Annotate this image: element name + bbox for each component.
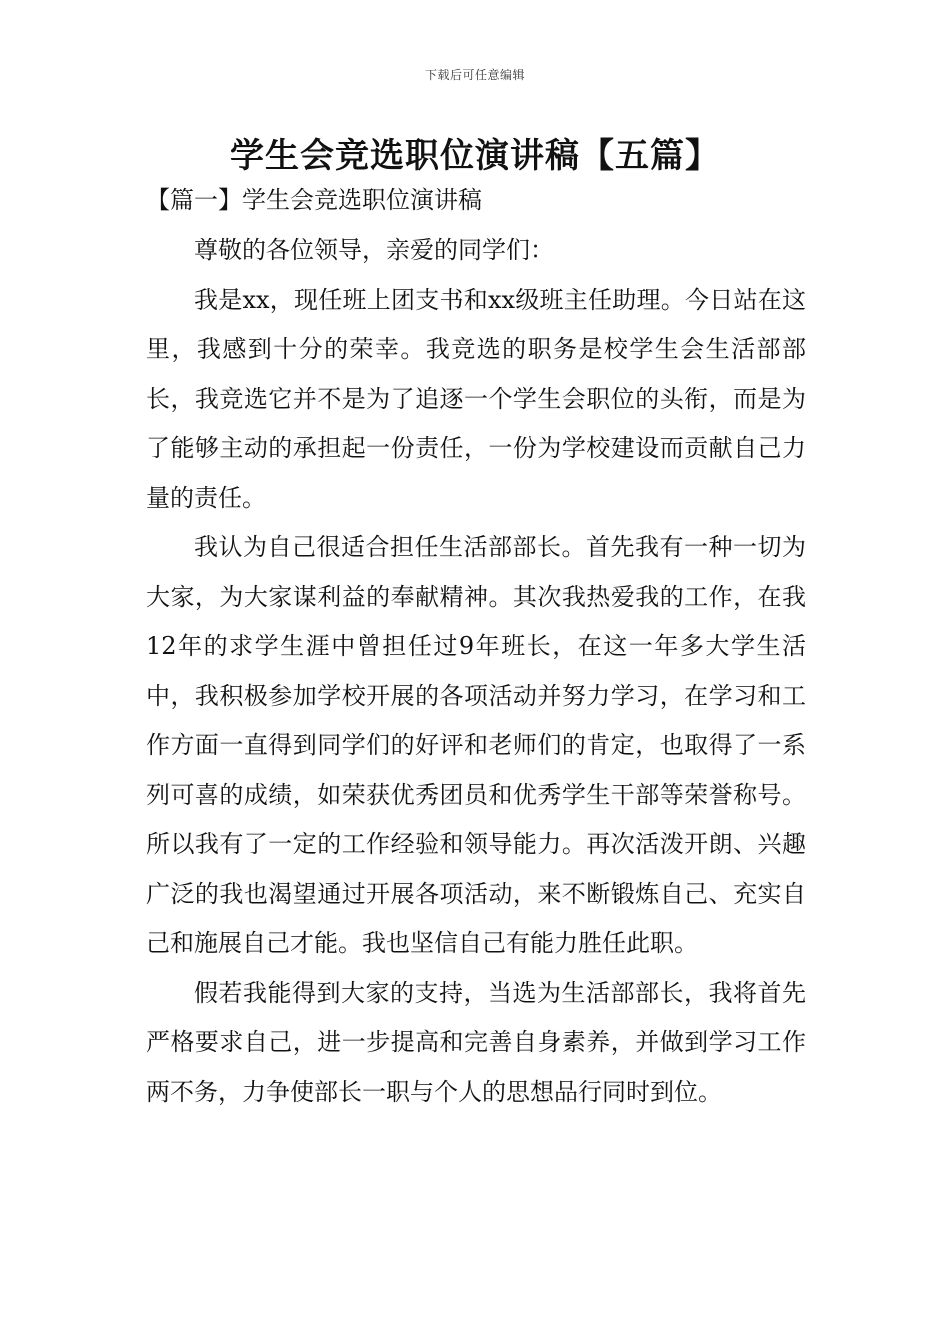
paragraph-qualifications: 我认为自己很适合担任生活部部长。首先我有一种一切为大家，为大家谋利益的奉献精神。其次我热爱我的工作，在我12年的求学生涯中曾担任过9年班长，在这一年多大学生活中，我积极参加学校开展的各项活动并努力学习，在学习和工作方面一直得到同学们的好评和老师们的肯定，也取得了一系列可喜的成绩，如荣获优秀团员和优秀学生干部等荣誉称号。所以我有了一定的工作经验和领导能力。再次活泼开朗、兴趣广泛的我也渴望通过开展各项活动，来不断锻炼自己、充实自己和施展自己才能。我也坚信自己有能力胜任此职。 [146, 533, 806, 957]
paragraph-commitment: 假若我能得到大家的支持，当选为生活部部长，我将首先严格要求自己，进一步提高和完善自身素养，并做到学习工作两不务，力争使部长一职与个人的思想品行同时到位。 [146, 978, 806, 1106]
document-body [146, 226, 806, 1117]
section-heading: 【篇一】学生会竞选职位演讲稿 [146, 186, 482, 214]
header-note: 下载后可任意编辑 [424, 68, 525, 82]
paragraph-greeting: 尊敬的各位领导，亲爱的同学们： [194, 236, 554, 264]
document-title: 学生会竞选职位演讲稿【五篇】 [230, 136, 720, 176]
paragraph-introduction: 我是xx，现任班上团支书和xx级班主任助理。今日站在这里，我感到十分的荣幸。我竞选的职务是校学生会生活部部长，我竞选它并不是为了追逐一个学生会职位的头衔，而是为了能够主动的承担起一份责任，一份为学校建设而贡献自己力量的责任。 [146, 285, 806, 512]
